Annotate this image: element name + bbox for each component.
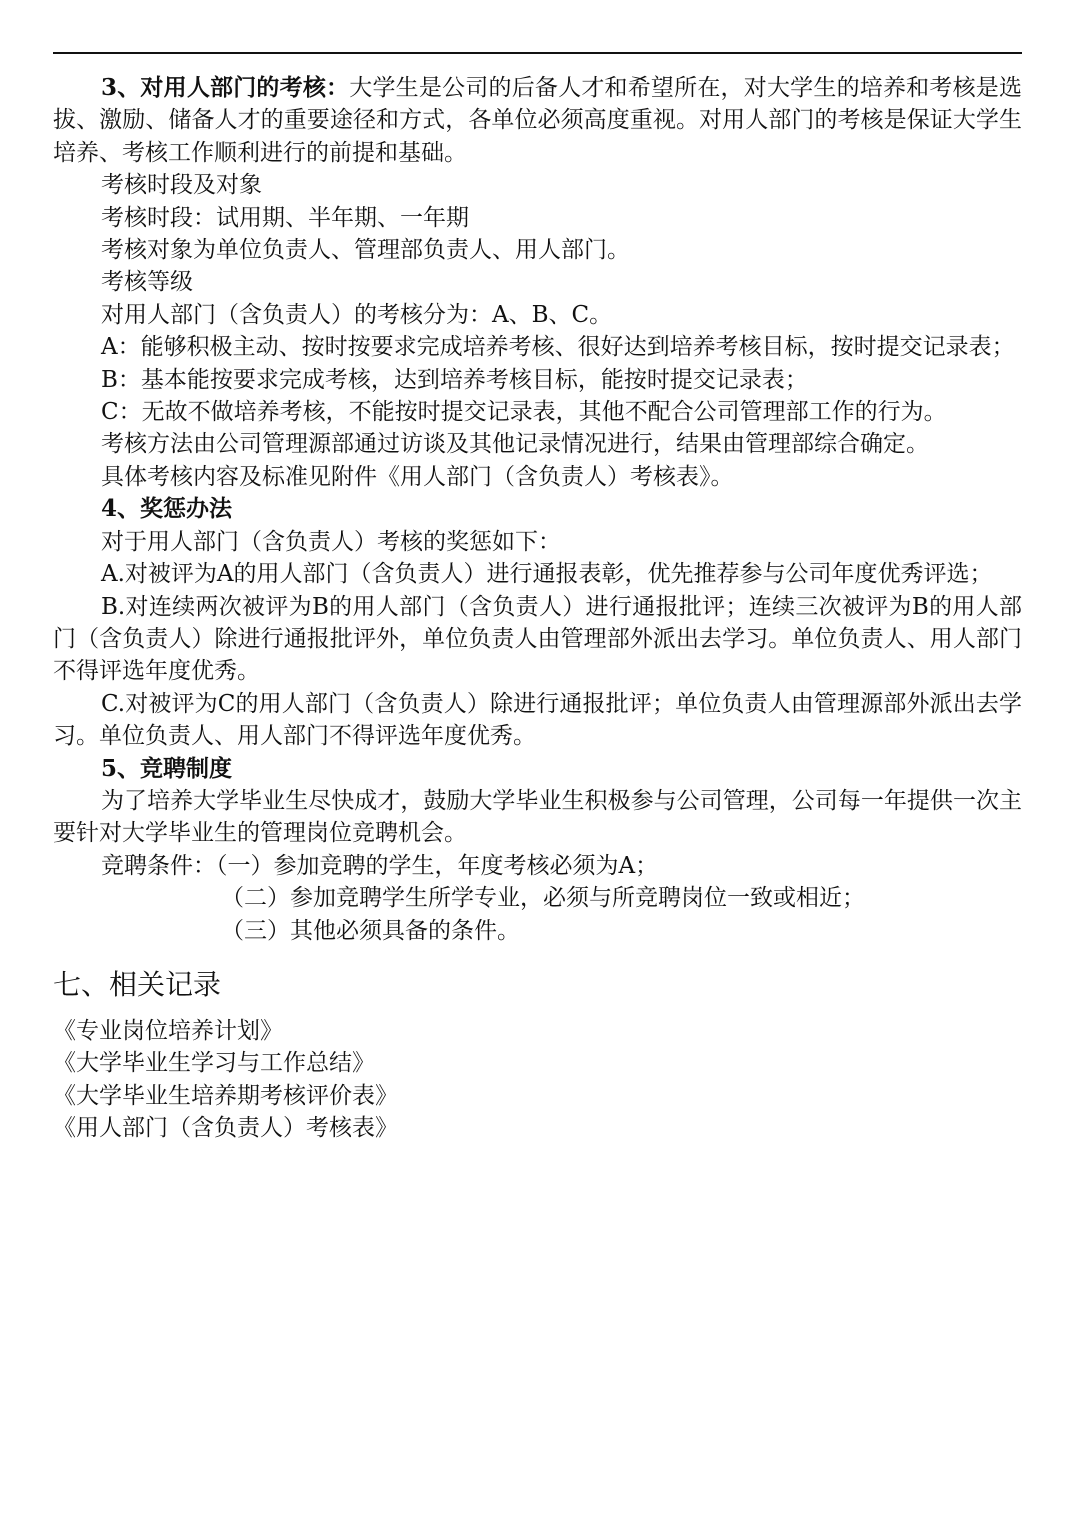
method-text: 考核方法由公司管理源部通过访谈及其他记录情况进行，结果由管理部综合确定。 — [101, 431, 929, 458]
condition-3: （三）其他必须具备的条件。 — [221, 917, 520, 944]
record-item: 《用人部门（含负责人）考核表》 — [53, 1115, 398, 1142]
section-7-title: 七、相关记录 — [53, 967, 222, 1001]
document-body — [53, 72, 1022, 1145]
section-3-paragraph — [53, 72, 1022, 169]
objects-text: 考核对象为单位负责人、管理部负责人、用人部门。 — [101, 237, 630, 264]
condition-2: （二）参加竞聘学生所学专业，必须与所竞聘岗位一致或相近； — [221, 885, 865, 912]
reward-b: B.对连续两次被评为B的用人部门（含负责人）进行通报批评；连续三次被评为B的用人部门（含负责人）除进行通报批评外，单位负责人由管理部外派出去学习。单位负责人、用人部门不得评选年度优秀。 — [53, 593, 1022, 685]
section-5-text: 为了培养大学毕业生尽快成才，鼓励大学毕业生积极参与公司管理，公司每一年提供一次主要针对大学毕业生的管理岗位竞聘机会。 — [53, 787, 1022, 847]
grade-intro: 对用人部门（含负责人）的考核分为：A、B、C。 — [101, 301, 613, 328]
section-3-title: 3、对用人部门的考核： — [101, 74, 350, 101]
header-rule — [53, 52, 1022, 54]
record-item: 《大学毕业生学习与工作总结》 — [53, 1050, 375, 1077]
reward-c: C.对被评为C的用人部门（含负责人）除进行通报批评；单位负责人由管理源部外派出去学习。单位负责人、用人部门不得评选年度优秀。 — [53, 690, 1022, 750]
grade-a: A：能够积极主动、按时按要求完成培养考核、很好达到培养考核目标，按时提交记录表； — [101, 334, 1015, 361]
section-5-title: 5、竞聘制度 — [101, 754, 233, 782]
section-3-text: 大学生是公司的后备人才和希望所在，对大学生的培养和考核是选拔、激励、储备人才的重要途径和方式，各单位必须高度重视。对用人部门的考核是保证大学生培养、考核工作顺利进行的前提和基础。 — [53, 75, 1022, 166]
grade-title: 考核等级 — [101, 269, 193, 296]
reward-a: A.对被评为A的用人部门（含负责人）进行通报表彰，优先推荐参与公司年度优秀评选； — [101, 561, 993, 588]
section-4-title: 4、奖惩办法 — [101, 495, 233, 523]
grade-b: B：基本能按要求完成考核，达到培养考核目标，能按时提交记录表； — [101, 366, 808, 393]
grade-c: C：无故不做培养考核，不能按时提交记录表，其他不配合公司管理部工作的行为。 — [101, 399, 947, 426]
detail-text: 具体考核内容及标准见附件《用人部门（含负责人）考核表》。 — [101, 463, 734, 490]
condition-1: 竞聘条件：（一）参加竞聘的学生，年度考核必须为A； — [101, 852, 659, 879]
period-text: 考核时段：试用期、半年期、一年期 — [101, 204, 469, 231]
period-title: 考核时段及对象 — [101, 172, 262, 199]
record-item: 《大学毕业生培养期考核评价表》 — [53, 1082, 398, 1109]
section-4-intro: 对于用人部门（含负责人）考核的奖惩如下： — [101, 528, 561, 555]
record-item: 《专业岗位培养计划》 — [53, 1017, 283, 1044]
